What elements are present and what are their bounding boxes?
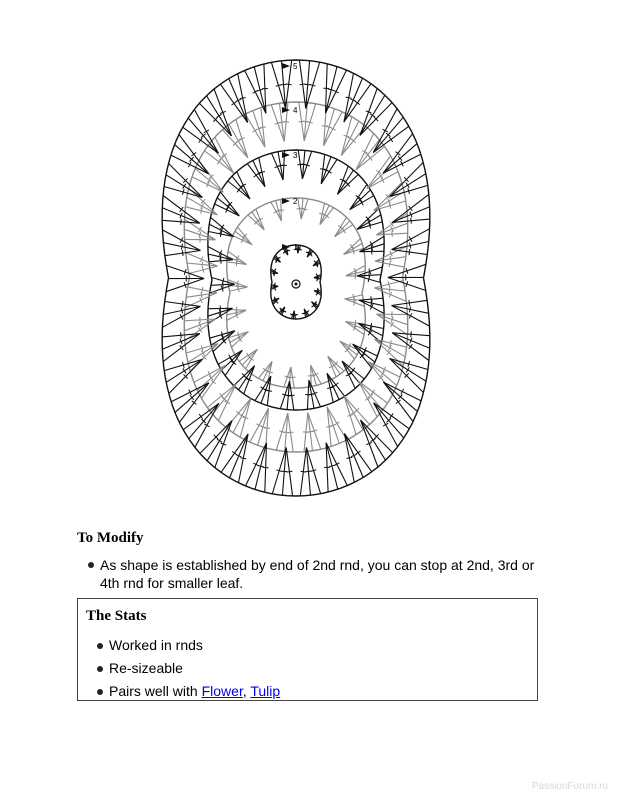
stitch-crossbar xyxy=(389,137,393,142)
stitch-crossbar xyxy=(300,471,306,472)
stitch-crossbar xyxy=(303,432,309,433)
stitch-crossbar xyxy=(411,331,412,337)
stitch-crossbar xyxy=(286,84,292,85)
modify-list xyxy=(88,556,538,592)
stitch-crossbar xyxy=(355,101,360,104)
stitch-crossbar xyxy=(378,376,383,380)
stitch-crossbar xyxy=(202,287,203,293)
stitch-crossbar xyxy=(183,184,186,189)
flower-link[interactable]: Flower xyxy=(201,683,243,699)
bullet-icon xyxy=(97,689,103,695)
stitch-crossbar xyxy=(217,439,222,442)
stitch-crossbar xyxy=(232,451,237,454)
stitch-crossbar xyxy=(199,138,203,143)
section-title-to-modify: To Modify xyxy=(77,530,144,546)
stitch-crossbar xyxy=(240,98,246,99)
round-number-label: 5 xyxy=(293,62,298,71)
round-number-label: 1 xyxy=(293,243,298,252)
stitch-crossbar xyxy=(371,296,372,302)
stitch-crossbar xyxy=(209,175,214,179)
bullet-icon xyxy=(88,562,94,568)
stitch-crossbar xyxy=(260,387,265,390)
list-item xyxy=(97,680,280,703)
stitch-crossbar xyxy=(183,368,186,373)
stitch-crossbar xyxy=(259,172,265,173)
stitch-crossbar xyxy=(396,152,401,156)
stitch-crossbar xyxy=(389,287,390,293)
stitch-crossbar xyxy=(260,127,266,128)
stitch-crossbar xyxy=(389,261,390,267)
round-start-arrow-icon xyxy=(282,244,290,250)
stitch-crossbar xyxy=(406,367,409,372)
stitch-crossbar xyxy=(409,206,413,211)
tulip-link[interactable]: Tulip xyxy=(250,683,281,699)
stitch-crossbar xyxy=(192,401,197,405)
stitch-crossbar xyxy=(202,262,203,268)
stitch-crossbar xyxy=(327,170,332,173)
stitch-crossbar xyxy=(240,458,246,459)
stitch-crossbar xyxy=(409,249,410,255)
stitch-crossbar xyxy=(409,307,410,313)
bullet-icon xyxy=(97,666,103,672)
stitch-crossbar xyxy=(180,345,184,350)
watermark-text: PassionForum.ru xyxy=(531,781,608,792)
stitch-crossbar xyxy=(370,114,375,117)
stitch-crossbar xyxy=(396,400,401,404)
stitch-crossbar xyxy=(211,380,216,384)
list-item xyxy=(88,556,538,592)
stitch-crossbar xyxy=(182,250,183,256)
list-item-text: As shape is established by end of 2nd rnd, you can stop at 2nd, 3rd or 4th rnd for smaller leaf. xyxy=(100,557,535,591)
stitch-crossbar xyxy=(181,308,182,314)
stitch-crossbar xyxy=(199,414,203,419)
stitch-crossbar xyxy=(411,218,412,224)
round-start-arrow-icon xyxy=(282,152,290,158)
stitch-crossbar xyxy=(181,219,182,225)
stitch-crossbar xyxy=(390,256,391,262)
stitch-crossbar xyxy=(390,413,394,418)
round-1-chain xyxy=(271,245,321,319)
stitch-crossbar xyxy=(181,332,182,338)
stitch-crossbar xyxy=(390,322,393,327)
round-number-label: 2 xyxy=(293,197,298,206)
stitch-crossbar xyxy=(201,292,202,298)
pairs-prefix-text: Pairs well with xyxy=(109,683,202,699)
stats-title: The Stats xyxy=(86,608,147,624)
stitch-crossbar xyxy=(326,426,332,427)
stitch-crossbar xyxy=(306,471,312,472)
stitch-crossbar xyxy=(198,227,201,232)
stitch-crossbar xyxy=(346,97,352,98)
list-item xyxy=(97,634,280,657)
stitch-crossbar xyxy=(247,353,250,358)
crochet-leaf-diagram xyxy=(108,42,484,522)
stitch-crossbar xyxy=(281,84,287,85)
stitch-crossbar xyxy=(376,170,381,174)
list-item xyxy=(97,657,280,680)
list-item-text: Worked in rnds xyxy=(109,637,203,653)
stitch-crossbar xyxy=(410,243,411,249)
stitch-crossbar xyxy=(406,183,409,188)
stitch-crossbar xyxy=(182,301,183,307)
stitch-crossbar xyxy=(198,327,202,332)
round-number-label: 3 xyxy=(293,151,298,160)
stitch-crossbar xyxy=(283,122,289,123)
list-item-text: Re-sizeable xyxy=(109,660,183,676)
bullet-icon xyxy=(97,643,103,649)
stitch-crossbar xyxy=(221,258,222,264)
stitch-crossbar xyxy=(346,457,352,458)
round-number-label: 4 xyxy=(293,106,298,115)
pairs-separator: , xyxy=(242,683,251,699)
magic-ring-center xyxy=(295,283,298,286)
stitch-crossbar xyxy=(191,152,196,156)
stats-list xyxy=(97,634,280,703)
stitch-crossbar xyxy=(327,387,333,388)
stitch-crossbar xyxy=(181,244,182,250)
stitch-crossbar xyxy=(409,300,410,306)
stats-box xyxy=(77,598,538,701)
stitch-crossbar xyxy=(342,228,345,233)
round-start-arrow-icon xyxy=(282,63,290,69)
